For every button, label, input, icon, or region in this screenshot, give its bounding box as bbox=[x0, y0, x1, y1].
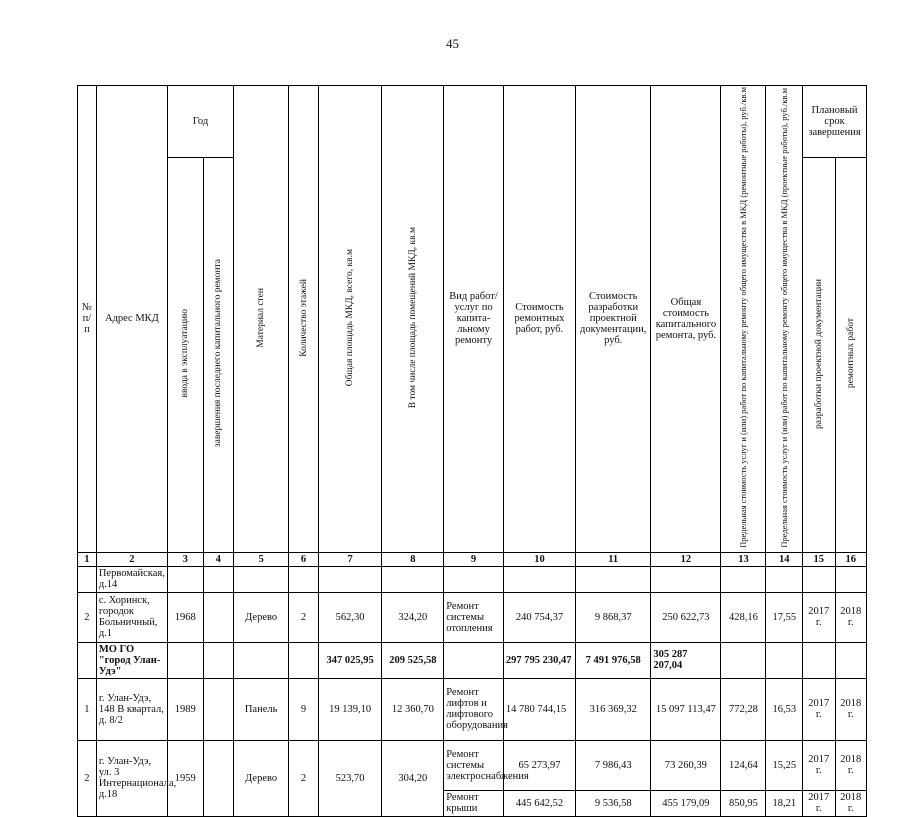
material-cell: Панель bbox=[233, 678, 288, 740]
header-plan-group: Плановый срок завершения bbox=[803, 86, 867, 158]
column-number: 2 bbox=[96, 552, 167, 566]
column-number: 9 bbox=[444, 552, 504, 566]
column-number: 12 bbox=[651, 552, 721, 566]
material-cell: Дерево bbox=[233, 740, 288, 816]
area-rooms-cell: 324,20 bbox=[382, 592, 444, 642]
term-repair-cell: 2018 г. bbox=[835, 740, 866, 790]
header-row-top bbox=[78, 86, 867, 158]
term-repair-cell: 2018 г. bbox=[835, 678, 866, 740]
work-type-cell: Ремонт лифтов и лифтового оборудования bbox=[444, 678, 504, 740]
material-cell: Дерево bbox=[233, 592, 288, 642]
header-address: Адрес МКД bbox=[96, 86, 167, 553]
row-num-cell: 2 bbox=[78, 740, 97, 816]
column-number: 3 bbox=[167, 552, 203, 566]
header-cost-design: Стоимость разработки проектной документации, руб. bbox=[576, 86, 651, 553]
municipality-title: МО ГО "город Улан-Удэ" bbox=[96, 642, 167, 678]
column-number: 15 bbox=[803, 552, 835, 566]
work-type-cell: Ремонт системы электроснабжения bbox=[444, 740, 504, 790]
year-repair-cell bbox=[203, 678, 233, 740]
work-type-cell: Ремонт системы отопления bbox=[444, 592, 504, 642]
page-number: 45 bbox=[446, 36, 459, 51]
header-year-built: ввода в эксплуатацию bbox=[167, 158, 203, 553]
limit-design-cell: 16,53 bbox=[766, 678, 803, 740]
column-number: 16 bbox=[835, 552, 866, 566]
year-repair-cell bbox=[203, 592, 233, 642]
header-area-rooms: В том числе площадь помещений МКД, кв.м bbox=[382, 86, 444, 553]
header-floors: Количество этажей bbox=[289, 86, 318, 553]
header-num: № п/п bbox=[78, 86, 97, 553]
year-repair-cell bbox=[203, 740, 233, 816]
area-total-cell: 562,30 bbox=[318, 592, 382, 642]
cost-design-cell: 316 369,32 bbox=[576, 678, 651, 740]
header-year-repair: завершения последнего капитального ремонта bbox=[203, 158, 233, 553]
column-number: 6 bbox=[289, 552, 318, 566]
header-limit-design: Предельная стоимость услуг и (или) работ по капитальному ремонту общего имущества в МКД (проектные работы), руб./кв.м bbox=[766, 86, 803, 553]
header-limit-repair: Предельная стоимость услуг и (или) работ по капитальному ремонту общего имущества в МКД (ремонтные работы), руб./кв.м bbox=[721, 86, 766, 553]
table-row bbox=[78, 740, 867, 790]
limit-repair-cell: 124,64 bbox=[721, 740, 766, 790]
header-material: Материал стен bbox=[233, 86, 288, 553]
cost-repair-cell: 14 780 744,15 bbox=[503, 678, 575, 740]
total-area-rooms-cell: 209 525,58 bbox=[382, 642, 444, 678]
floors-cell: 2 bbox=[289, 740, 318, 816]
limit-design-cell: 18,21 bbox=[766, 790, 803, 816]
floors-cell: 2 bbox=[289, 592, 318, 642]
year-built-cell: 1959 bbox=[167, 740, 203, 816]
capital-repair-table bbox=[77, 85, 867, 817]
floors-cell: 9 bbox=[289, 678, 318, 740]
column-number: 8 bbox=[382, 552, 444, 566]
limit-design-cell: 17,55 bbox=[766, 592, 803, 642]
header-cost-repair: Стоимость ремонтных работ, руб. bbox=[503, 86, 575, 553]
row-num-cell: 1 bbox=[78, 678, 97, 740]
year-built-cell: 1968 bbox=[167, 592, 203, 642]
address-cell: г. Улан-Удэ, 148 В квартал, д. 8/2 bbox=[96, 678, 167, 740]
column-number: 4 bbox=[203, 552, 233, 566]
column-number-row bbox=[78, 552, 867, 566]
table-row bbox=[78, 592, 867, 642]
total-cost-design-cell: 7 491 976,58 bbox=[576, 642, 651, 678]
term-design-cell: 2017 г. bbox=[803, 592, 835, 642]
cost-design-cell: 9 868,37 bbox=[576, 592, 651, 642]
header-year-group: Год bbox=[167, 86, 233, 158]
term-design-cell: 2017 г. bbox=[803, 740, 835, 790]
limit-repair-cell: 428,16 bbox=[721, 592, 766, 642]
column-number: 1 bbox=[78, 552, 97, 566]
term-design-cell: 2017 г. bbox=[803, 678, 835, 740]
term-repair-cell: 2018 г. bbox=[835, 592, 866, 642]
cost-total-cell: 250 622,73 bbox=[651, 592, 721, 642]
area-rooms-cell: 12 360,70 bbox=[382, 678, 444, 740]
column-number: 14 bbox=[766, 552, 803, 566]
area-total-cell: 523,70 bbox=[318, 740, 382, 816]
column-number: 11 bbox=[576, 552, 651, 566]
column-number: 13 bbox=[721, 552, 766, 566]
limit-repair-cell: 850,95 bbox=[721, 790, 766, 816]
work-type-cell: Ремонт крыши bbox=[444, 790, 504, 816]
header-term-design: разработки проектной документации bbox=[803, 158, 835, 553]
cost-repair-cell: 445 642,52 bbox=[503, 790, 575, 816]
cost-repair-cell: 65 273,97 bbox=[503, 740, 575, 790]
area-total-cell: 19 139,10 bbox=[318, 678, 382, 740]
cost-total-cell: 15 097 113,47 bbox=[651, 678, 721, 740]
header-term-repair: ремонтных работ bbox=[835, 158, 866, 553]
cost-total-cell: 455 179,09 bbox=[651, 790, 721, 816]
column-number: 10 bbox=[503, 552, 575, 566]
total-cost-repair-cell: 297 795 230,47 bbox=[503, 642, 575, 678]
area-rooms-cell: 304,20 bbox=[382, 740, 444, 816]
total-area-cell: 347 025,95 bbox=[318, 642, 382, 678]
total-row bbox=[78, 642, 867, 678]
row-num-cell: 2 bbox=[78, 592, 97, 642]
cost-design-cell: 7 986,43 bbox=[576, 740, 651, 790]
cost-total-cell: 73 260,39 bbox=[651, 740, 721, 790]
table-row bbox=[78, 566, 867, 592]
address-cell: г. Улан-Удэ, ул. 3 Интернационала, д.18 bbox=[96, 740, 167, 816]
column-number: 5 bbox=[233, 552, 288, 566]
year-built-cell: 1989 bbox=[167, 678, 203, 740]
total-cost-cell: 305 287 207,04 bbox=[651, 642, 721, 678]
cost-design-cell: 9 536,58 bbox=[576, 790, 651, 816]
term-repair-cell: 2018 г. bbox=[835, 790, 866, 816]
term-design-cell: 2017 г. bbox=[803, 790, 835, 816]
table-row bbox=[78, 678, 867, 740]
header-cost-total: Общая стоимость капитального ремонта, руб. bbox=[651, 86, 721, 553]
address-cell: с. Хоринск, городок Больничный, д.1 bbox=[96, 592, 167, 642]
address-cell: Первомайская, д.14 bbox=[96, 566, 167, 592]
header-area-total: Общая площадь МКД, всего, кв.м bbox=[318, 86, 382, 553]
header-work-type: Вид работ/ услуг по капита-льному ремонту bbox=[444, 86, 504, 553]
limit-repair-cell: 772,28 bbox=[721, 678, 766, 740]
cost-repair-cell: 240 754,37 bbox=[503, 592, 575, 642]
column-number: 7 bbox=[318, 552, 382, 566]
limit-design-cell: 15,25 bbox=[766, 740, 803, 790]
